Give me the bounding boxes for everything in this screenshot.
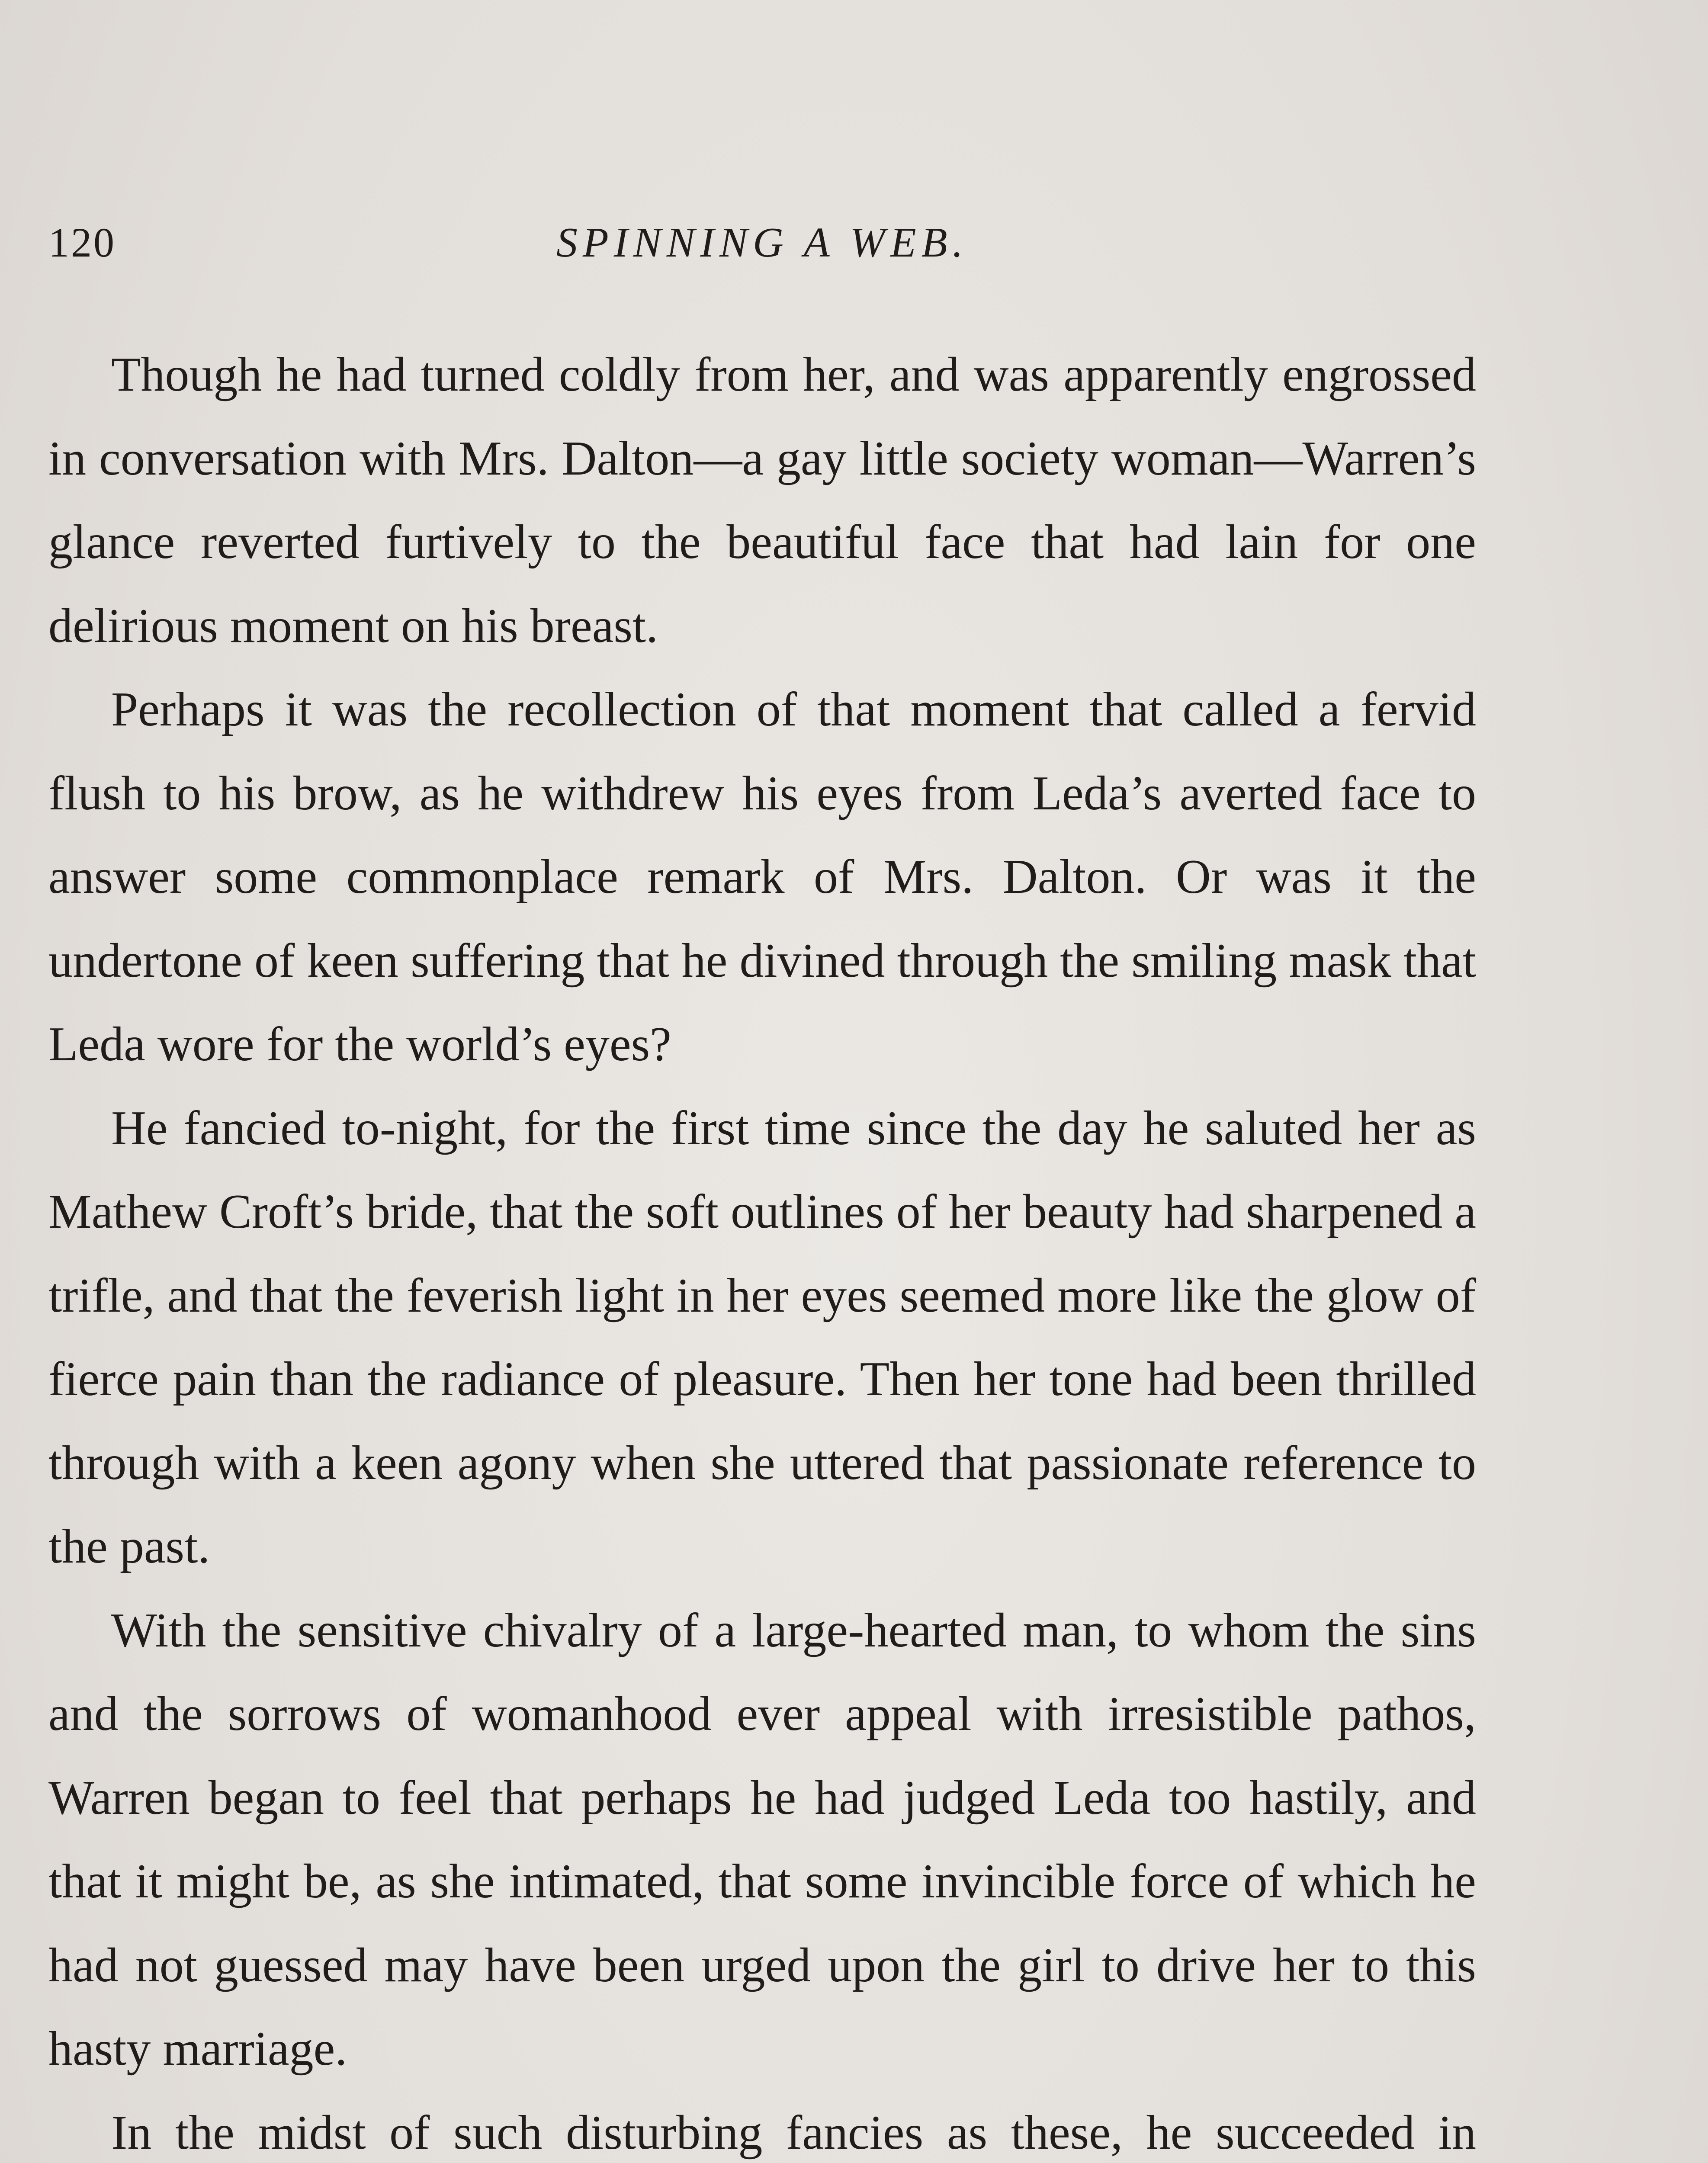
paragraph: Perhaps it was the recollection of that moment that called a fervid flush to his brow, as he withdrew his eyes from Leda’s averted face to answer some commonplace remark of Mrs. Dalton. Or was it the undertone of keen suffering that he divined through the smiling mask that Leda wore for the world’s eyes? [48,683,1476,1071]
paragraph: With the sensitive chivalry of a large-hearted man, to whom the sins and the sorrows of womanhood ever appeal with irresistible pathos, Warren began to feel that perhaps he had judged Leda too hastily, and that it might be, as she intimated, that some invincible force of which he had not guessed may have been urged upon the girl to drive her to this hasty marriage. [48,1603,1476,2076]
body-text [48,333,1476,2163]
paragraph: He fancied to-night, for the first time since the day he saluted her as Mathew Croft’s bride, that the soft outlines of her beauty had sharpened a trifle, and that the feverish light in her eyes seemed more like the glow of fierce pain than the radiance of pleasure. Then her tone had been thrilled through with a keen agony when she uttered that passionate reference to the past. [48,1101,1476,1573]
page-header [48,218,1476,279]
page-number: 120 [48,219,116,266]
paragraph: In the midst of such disturbing fancies as these, he succeeded in [111,2105,1476,2160]
running-head: SPINNING A WEB. [556,219,969,266]
paragraph: Though he had turned coldly from her, and was apparently engrossed in conversation with Mrs. Dalton—a gay little society woman—Warren’s glance reverted furtively to the beautiful face that had lain for one delirious moment on his breast. [48,348,1476,653]
